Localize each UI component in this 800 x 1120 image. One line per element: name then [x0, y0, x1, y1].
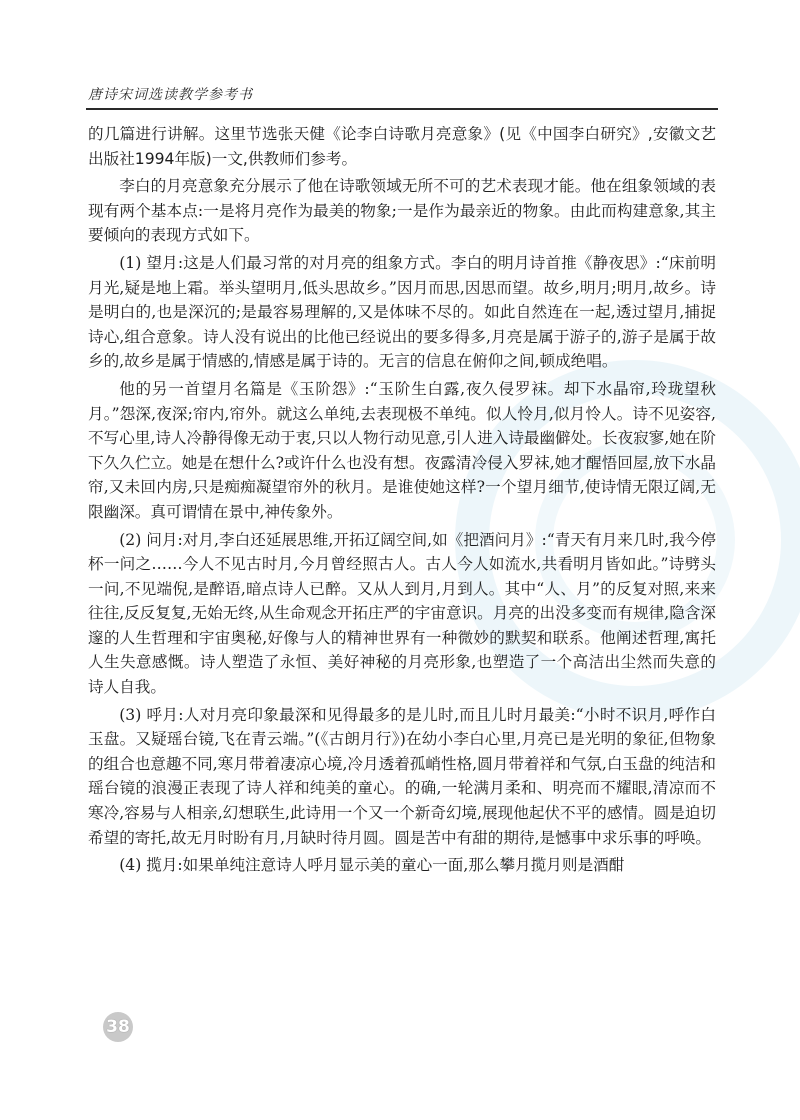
- paragraph-wen-yue: (2) 问月:对月,李白还延展思维,开拓辽阔空间,如《把酒问月》:“青天有月来几时,我今停杯一问之……今人不见古时月,今月曾经照古人。古人今人如流水,共看明月皆如此。”诗劈头一问,不见端倪,是醉语,暗点诗人已醉。又从人到月,月到人。其中“人、月”的反复对照,来来往往,反反复复,无始无终,从生命观念开拓庄严的宇宙意识。月亮的出没多变而有规律,隐含深邃的人生哲理和宇宙奥秘,好像与人的精神世界有一种微妙的默契和联系。他阐述哲理,寓托人生失意感慨。诗人塑造了永恒、美好神秘的月亮形象,也塑造了一个高洁出尘然而失意的诗人自我。: [88, 530, 716, 697]
- running-header: [86, 82, 718, 110]
- book-title: 唐诗宋词选读教学参考书: [88, 87, 253, 103]
- paragraph-hu-yue: (3) 呼月:人对月亮印象最深和见得最多的是儿时,而且儿时月最美:“小时不识月,呼作白玉盘。又疑瑶台镜,飞在青云端。”(《古朗月行》)在幼小李白心里,月亮已是光明的象征,但物象的组合也意趣不同,寒月带着凄凉心境,冷月透着孤峭性格,圆月带着祥和气氛,白玉盘的纯洁和瑶台镜的浪漫正表现了诗人祥和纯美的童心。的确,一轮满月柔和、明亮而不耀眼,清凉而不寒冷,容易与人相亲,幻想联生,此诗用一个又一个新奇幻境,展现他起伏不平的感情。圆是迫切希望的寄托,故无月时盼有月,月缺时待月圆。圆是苦中有甜的期待,是憾事中求乐事的呼唤。: [88, 705, 716, 847]
- paragraph-lan-yue: (4) 揽月:如果单纯注意诗人呼月显示美的童心一面,那么攀月揽月则是酒酣: [119, 856, 625, 875]
- paragraph-wang-yue: (1) 望月:这是人们最习常的对月亮的组象方式。李白的明月诗首推《静夜思》:“床前明月光,疑是地上霜。举头望明月,低头思故乡。”因月而思,因思而望。故乡,明月;明月,故乡。诗是明白的,也是深沉的;是最容易理解的,又是体味不尽的。如此自然连在一起,透过望月,捕捉诗心,组合意象。诗人没有说出的比他已经说出的要多得多,月亮是属于游子的,游子是属于故乡的,故乡是属于情感的,情感是属于诗的。无言的信息在俯仰之间,顿成绝唱。: [88, 253, 716, 371]
- paragraph-overview: 李白的月亮意象充分展示了他在诗歌领域无所不可的艺术表现才能。他在组象领域的表现有两个基本点:一是将月亮作为最美的物象;一是作为最亲近的物象。由此而构建意象,其主要倾向的表现方式如下。: [88, 177, 716, 245]
- paragraph-yu-jie-yuan: 他的另一首望月名篇是《玉阶怨》:“玉阶生白露,夜久侵罗袜。却下水晶帘,玲珑望秋月。”怨深,夜深;帘内,帘外。就这么单纯,去表现极不单纯。似人怜月,似月怜人。诗不见姿容,不写心里,诗人冷静得像无动于衷,只以人物行动见意,引人进入诗最幽僻处。长夜寂寥,她在阶下久久伫立。她是在想什么?或许什么也没有想。夜露清冷侵入罗袜,她才醒悟回屋,放下水晶帘,又未回内房,只是痴痴凝望帘外的秋月。是谁使她这样?一个望月细节,使诗情无限辽阔,无限幽深。真可谓情在景中,神传象外。: [88, 379, 716, 521]
- paragraph-intro: 的几篇进行讲解。这里节选张天健《论李白诗歌月亮意象》(见《中国李白研究》,安徽文艺出版社1994年版)一文,供教师们参考。: [88, 125, 716, 168]
- body-text: [88, 122, 716, 881]
- page-number: 38: [103, 1012, 133, 1042]
